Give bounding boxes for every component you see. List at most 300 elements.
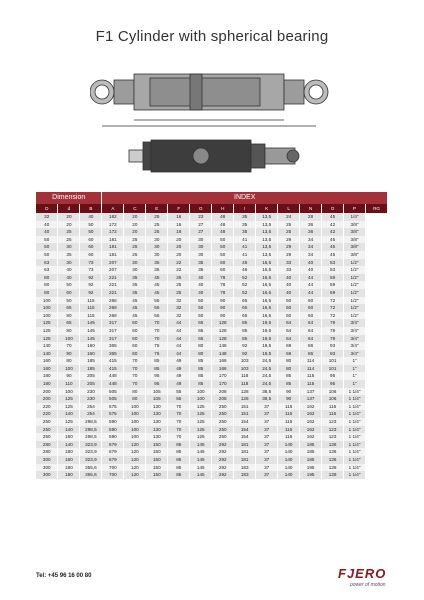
table-cell: 115	[300, 380, 322, 388]
table-cell: 30	[190, 251, 212, 259]
table-cell: 45	[146, 281, 168, 289]
table-cell: 45	[146, 289, 168, 297]
column-header: D	[36, 204, 58, 213]
table-cell: 148	[212, 342, 234, 350]
column-header: P	[344, 204, 366, 213]
table-cell: 73	[80, 266, 102, 274]
table-cell: 65	[58, 304, 80, 312]
table-cell: 46	[234, 266, 256, 274]
table-cell: 136	[322, 456, 344, 464]
table-cell: 100	[58, 335, 80, 343]
table-cell: 100	[36, 312, 58, 320]
table-cell: 115	[278, 426, 300, 434]
table-cell: 125	[36, 327, 58, 335]
table-cell: 125	[190, 410, 212, 418]
table-cell: 1 1/4"	[344, 388, 366, 396]
table-cell: 40	[300, 259, 322, 267]
table-cell: 679	[102, 441, 124, 449]
table-cell: 55	[146, 312, 168, 320]
table-cell: 29	[278, 236, 300, 244]
table-cell: 125	[58, 403, 80, 411]
table-cell: 35	[124, 274, 146, 282]
table-cell: 75	[146, 342, 168, 350]
table-row	[36, 464, 388, 472]
table-cell: 60	[300, 297, 322, 305]
column-header: K	[256, 204, 278, 213]
table-cell: 44	[300, 289, 322, 297]
table-cell: 16,5	[256, 274, 278, 282]
table-row	[36, 213, 388, 221]
table-cell: 80	[190, 342, 212, 350]
table-cell: 65	[234, 304, 256, 312]
table-cell: 317	[102, 319, 124, 327]
table-cell: 250	[212, 418, 234, 426]
table-cell: 162	[300, 403, 322, 411]
table-cell: 50	[80, 228, 102, 236]
table-cell: 60	[80, 243, 102, 251]
table-cell: 70	[124, 380, 146, 388]
table-cell: 1 1/4"	[344, 456, 366, 464]
table-cell: 45	[322, 251, 344, 259]
table-cell: 180	[58, 471, 80, 479]
table-cell: 35	[234, 221, 256, 229]
table-cell: 60	[300, 312, 322, 320]
column-header: d	[58, 204, 80, 213]
brand-logo: FJERO	[338, 566, 387, 581]
table-cell: 140	[278, 456, 300, 464]
table-cell: 53	[322, 259, 344, 267]
table-cell: 33	[278, 259, 300, 267]
table-cell: 115	[278, 433, 300, 441]
table-cell: 85	[234, 335, 256, 343]
table-cell: 19,5	[256, 319, 278, 327]
table-cell: 185	[300, 448, 322, 456]
table-cell: 120	[124, 441, 146, 449]
table-row	[36, 395, 388, 403]
table-cell: 30	[124, 266, 146, 274]
table-cell: 85	[168, 448, 190, 456]
table-cell: 35	[190, 259, 212, 267]
table-cell: 700	[102, 471, 124, 479]
table-cell: 78	[322, 327, 344, 335]
table-row	[36, 471, 388, 479]
table-cell: 50	[212, 243, 234, 251]
table-cell: 80	[58, 327, 80, 335]
table-cell: 60	[300, 304, 322, 312]
table-cell: 160	[80, 350, 102, 358]
table-cell: 292	[212, 441, 234, 449]
table-cell: 55	[168, 395, 190, 403]
column-header: I	[234, 204, 256, 213]
table-cell: 250	[212, 433, 234, 441]
table-cell: 30	[146, 243, 168, 251]
table-row	[36, 448, 388, 456]
table-cell: 3/8"	[344, 236, 366, 244]
table-cell: 13,5	[256, 236, 278, 244]
table-cell: 181	[102, 251, 124, 259]
table-cell: 137	[300, 395, 322, 403]
table-cell: 24,5	[256, 380, 278, 388]
table-cell: 30	[58, 259, 80, 267]
table-cell: 182	[102, 213, 124, 221]
table-cell: 25	[58, 236, 80, 244]
table-cell: 125	[190, 403, 212, 411]
table-cell: 180	[58, 464, 80, 472]
table-cell: 90	[278, 395, 300, 403]
table-cell: 268	[102, 297, 124, 305]
table-cell: 50	[212, 251, 234, 259]
table-cell: 1 1/4"	[344, 418, 366, 426]
table-cell: 28	[300, 213, 322, 221]
table-cell: 40	[58, 274, 80, 282]
table-row	[36, 319, 388, 327]
table-cell: 85	[278, 380, 300, 388]
table-cell: 30	[124, 259, 146, 267]
table-cell: 116	[322, 410, 344, 418]
table-cell: 45	[124, 304, 146, 312]
table-cell: 41	[234, 251, 256, 259]
table-cell: 1 1/4"	[344, 395, 366, 403]
table-cell: 44	[300, 274, 322, 282]
table-cell: 220	[36, 403, 58, 411]
table-cell: 250	[212, 410, 234, 418]
table-cell: 64	[300, 335, 322, 343]
table-cell: 16	[168, 213, 190, 221]
table-row	[36, 221, 388, 229]
table-cell: 24	[278, 213, 300, 221]
table-cell: 16,5	[256, 304, 278, 312]
table-cell: 45	[322, 213, 344, 221]
table-cell: 78	[322, 319, 344, 327]
table-cell: 16	[168, 221, 190, 229]
table-cell: 37	[256, 433, 278, 441]
table-cell: 42	[322, 228, 344, 236]
table-cell: 92	[234, 350, 256, 358]
column-header: RG	[366, 204, 388, 213]
table-cell: 115	[80, 312, 102, 320]
table-cell: 64	[278, 327, 300, 335]
table-cell: 85	[190, 380, 212, 388]
table-cell: 1/2"	[344, 312, 366, 320]
table-cell: 72	[322, 297, 344, 305]
table-cell: 181	[102, 243, 124, 251]
table-cell: 300	[36, 464, 58, 472]
table-cell: 300	[36, 456, 58, 464]
table-cell: 1/2"	[344, 274, 366, 282]
table-cell: 80	[124, 388, 146, 396]
table-cell: 80	[278, 365, 300, 373]
table-cell: 110	[58, 380, 80, 388]
table-cell: 60	[124, 342, 146, 350]
table-cell: 40	[300, 266, 322, 274]
table-cell: 20	[168, 251, 190, 259]
table-cell: 25	[168, 274, 190, 282]
table-cell: 185	[300, 441, 322, 449]
table-cell: 130	[146, 403, 168, 411]
table-cell: 230	[80, 388, 102, 396]
table-cell: 25	[124, 251, 146, 259]
table-row	[36, 418, 388, 426]
table-cell: 45	[322, 243, 344, 251]
table-cell: 92	[80, 274, 102, 282]
table-row	[36, 372, 388, 380]
table-cell: 123	[322, 433, 344, 441]
table-cell: 125	[36, 319, 58, 327]
table-cell: 40	[190, 289, 212, 297]
table-cell: 13,5	[256, 243, 278, 251]
table-cell: 75	[146, 350, 168, 358]
table-cell: 40	[80, 213, 102, 221]
table-cell: 3/4"	[344, 342, 366, 350]
table-cell: 35	[58, 251, 80, 259]
table-cell: 154	[234, 426, 256, 434]
table-cell: 16,5	[256, 297, 278, 305]
table-cell: 145	[190, 464, 212, 472]
table-cell: 250	[36, 433, 58, 441]
table-cell: 25	[168, 281, 190, 289]
table-cell: 130	[146, 410, 168, 418]
table-cell: 95	[322, 380, 344, 388]
table-cell: 95	[322, 372, 344, 380]
table-cell: 85	[190, 365, 212, 373]
table-cell: 49	[168, 380, 190, 388]
column-header: C	[124, 204, 146, 213]
table-cell: 60	[124, 327, 146, 335]
table-cell: 145	[190, 448, 212, 456]
table-cell: 162	[300, 433, 322, 441]
table-cell: 125	[36, 335, 58, 343]
dimension-group-header: Dimension	[36, 192, 102, 204]
table-cell: 32	[36, 213, 58, 221]
table-cell: 78	[322, 335, 344, 343]
table-cell: 280	[36, 441, 58, 449]
table-cell: 64	[278, 319, 300, 327]
table-cell: 128	[234, 388, 256, 396]
table-cell: 59	[322, 274, 344, 282]
table-cell: 220	[36, 410, 58, 418]
table-cell: 679	[102, 448, 124, 456]
table-cell: 55	[146, 297, 168, 305]
table-cell: 250	[212, 426, 234, 434]
table-cell: 50	[58, 297, 80, 305]
table-cell: 106	[322, 395, 344, 403]
table-cell: 183	[234, 471, 256, 479]
table-cell: 50	[278, 297, 300, 305]
table-cell: 65	[58, 319, 80, 327]
table-cell: 60	[124, 350, 146, 358]
table-cell: 118	[234, 380, 256, 388]
table-cell: 1 1/4"	[344, 471, 366, 479]
table-cell: 145	[190, 456, 212, 464]
table-cell: 45	[124, 312, 146, 320]
table-cell: 150	[146, 441, 168, 449]
table-cell: 41	[234, 243, 256, 251]
table-cell: 45	[124, 297, 146, 305]
table-cell: 50	[190, 304, 212, 312]
table-cell: 125	[58, 395, 80, 403]
table-cell: 181	[234, 456, 256, 464]
table-cell: 90	[212, 297, 234, 305]
table-cell: 25	[168, 289, 190, 297]
table-cell: 151	[234, 410, 256, 418]
table-row	[36, 441, 388, 449]
table-cell: 162	[300, 418, 322, 426]
table-cell: 45	[146, 274, 168, 282]
table-cell: 64	[300, 319, 322, 327]
table-cell: 148	[212, 350, 234, 358]
table-cell: 145	[80, 327, 102, 335]
table-cell: 355,6	[80, 471, 102, 479]
table-cell: 20	[124, 221, 146, 229]
table-cell: 70	[168, 433, 190, 441]
index-group-header: INDEX	[102, 192, 388, 204]
table-cell: 40	[278, 289, 300, 297]
table-row	[36, 357, 388, 365]
table-cell: 70	[146, 335, 168, 343]
table-cell: 92	[234, 342, 256, 350]
table-cell: 415	[102, 357, 124, 365]
table-cell: 125	[190, 426, 212, 434]
table-cell: 100	[124, 418, 146, 426]
table-cell: 50	[278, 312, 300, 320]
table-cell: 150	[146, 471, 168, 479]
table-cell: 90	[58, 350, 80, 358]
table-cell: 85	[146, 365, 168, 373]
table-row	[36, 259, 388, 267]
table-cell: 140	[58, 426, 80, 434]
table-cell: 230	[80, 395, 102, 403]
table-cell: 254	[80, 403, 102, 411]
table-cell: 160	[36, 357, 58, 365]
table-row	[36, 251, 388, 259]
table-cell: 183	[234, 464, 256, 472]
table-cell: 25	[278, 228, 300, 236]
table-cell: 50	[58, 281, 80, 289]
table-cell: 100	[124, 433, 146, 441]
table-cell: 298,5	[80, 426, 102, 434]
table-cell: 37	[256, 410, 278, 418]
table-cell: 70	[124, 357, 146, 365]
table-cell: 101	[322, 357, 344, 365]
table-cell: 37	[256, 456, 278, 464]
table-cell: 37	[256, 464, 278, 472]
table-cell: 125	[190, 433, 212, 441]
table-cell: 130	[146, 433, 168, 441]
table-cell: 49	[168, 365, 190, 373]
table-cell: 207	[102, 259, 124, 267]
table-cell: 19,5	[256, 350, 278, 358]
table-cell: 140	[58, 441, 80, 449]
cylinder-section-drawing	[90, 60, 340, 130]
table-cell: 100	[58, 388, 80, 396]
table-cell: 92	[80, 281, 102, 289]
table-cell: 128	[212, 327, 234, 335]
table-row	[36, 456, 388, 464]
cylinder-side-drawing	[125, 130, 305, 182]
table-cell: 160	[58, 433, 80, 441]
table-cell: 114	[300, 365, 322, 373]
table-cell: 145	[80, 319, 102, 327]
table-cell: 44	[168, 350, 190, 358]
table-cell: 150	[146, 448, 168, 456]
table-cell: 85	[168, 456, 190, 464]
table-cell: 20	[168, 236, 190, 244]
table-cell: 16,5	[256, 312, 278, 320]
table-cell: 86	[300, 350, 322, 358]
table-cell: 48	[212, 221, 234, 229]
table-row	[36, 312, 388, 320]
table-cell: 24,5	[256, 372, 278, 380]
table-cell: 162	[300, 426, 322, 434]
table-cell: 37	[256, 418, 278, 426]
table-cell: 3/8"	[344, 243, 366, 251]
table-cell: 35	[146, 259, 168, 267]
table-cell: 92	[80, 289, 102, 297]
table-cell: 208	[212, 395, 234, 403]
table-cell: 140	[278, 464, 300, 472]
table-cell: 19,5	[256, 335, 278, 343]
table-cell: 27	[190, 221, 212, 229]
table-cell: 590	[102, 426, 124, 434]
table-cell: 221	[102, 281, 124, 289]
table-cell: 80	[58, 312, 80, 320]
column-header: F	[168, 204, 190, 213]
table-cell: 52	[234, 281, 256, 289]
table-cell: 145	[190, 441, 212, 449]
table-cell: 36	[300, 228, 322, 236]
table-row	[36, 342, 388, 350]
table-cell: 120	[124, 471, 146, 479]
table-cell: 20	[168, 243, 190, 251]
table-cell: 205	[80, 372, 102, 380]
table-cell: 70	[168, 403, 190, 411]
table-cell: 20	[124, 228, 146, 236]
table-cell: 50	[80, 221, 102, 229]
table-cell: 172	[102, 228, 124, 236]
table-cell: 37	[256, 471, 278, 479]
table-cell: 25	[278, 221, 300, 229]
table-cell: 200	[36, 388, 58, 396]
table-cell: 1 1/4"	[344, 403, 366, 411]
table-cell: 16,5	[256, 289, 278, 297]
table-cell: 140	[278, 448, 300, 456]
table-cell: 40	[36, 221, 58, 229]
table-cell: 52	[234, 274, 256, 282]
table-cell: 80	[190, 350, 212, 358]
table-cell: 120	[124, 464, 146, 472]
table-cell: 85	[190, 357, 212, 365]
table-cell: 1 1/4"	[344, 441, 366, 449]
table-cell: 40	[278, 281, 300, 289]
table-cell: 53	[322, 266, 344, 274]
table-cell: 69	[278, 342, 300, 350]
table-cell: 30	[58, 243, 80, 251]
table-cell: 40	[190, 274, 212, 282]
table-cell: 166	[212, 357, 234, 365]
table-cell: 292	[212, 456, 234, 464]
table-cell: 29	[278, 251, 300, 259]
table-cell: 34	[300, 251, 322, 259]
table-cell: 140	[278, 471, 300, 479]
table-cell: 100	[124, 426, 146, 434]
table-row	[36, 327, 388, 335]
table-cell: 50	[190, 297, 212, 305]
table-cell: 24,5	[256, 365, 278, 373]
table-cell: 136	[322, 441, 344, 449]
table-cell: 180	[36, 380, 58, 388]
column-header: B	[80, 204, 102, 213]
table-cell: 195	[300, 471, 322, 479]
